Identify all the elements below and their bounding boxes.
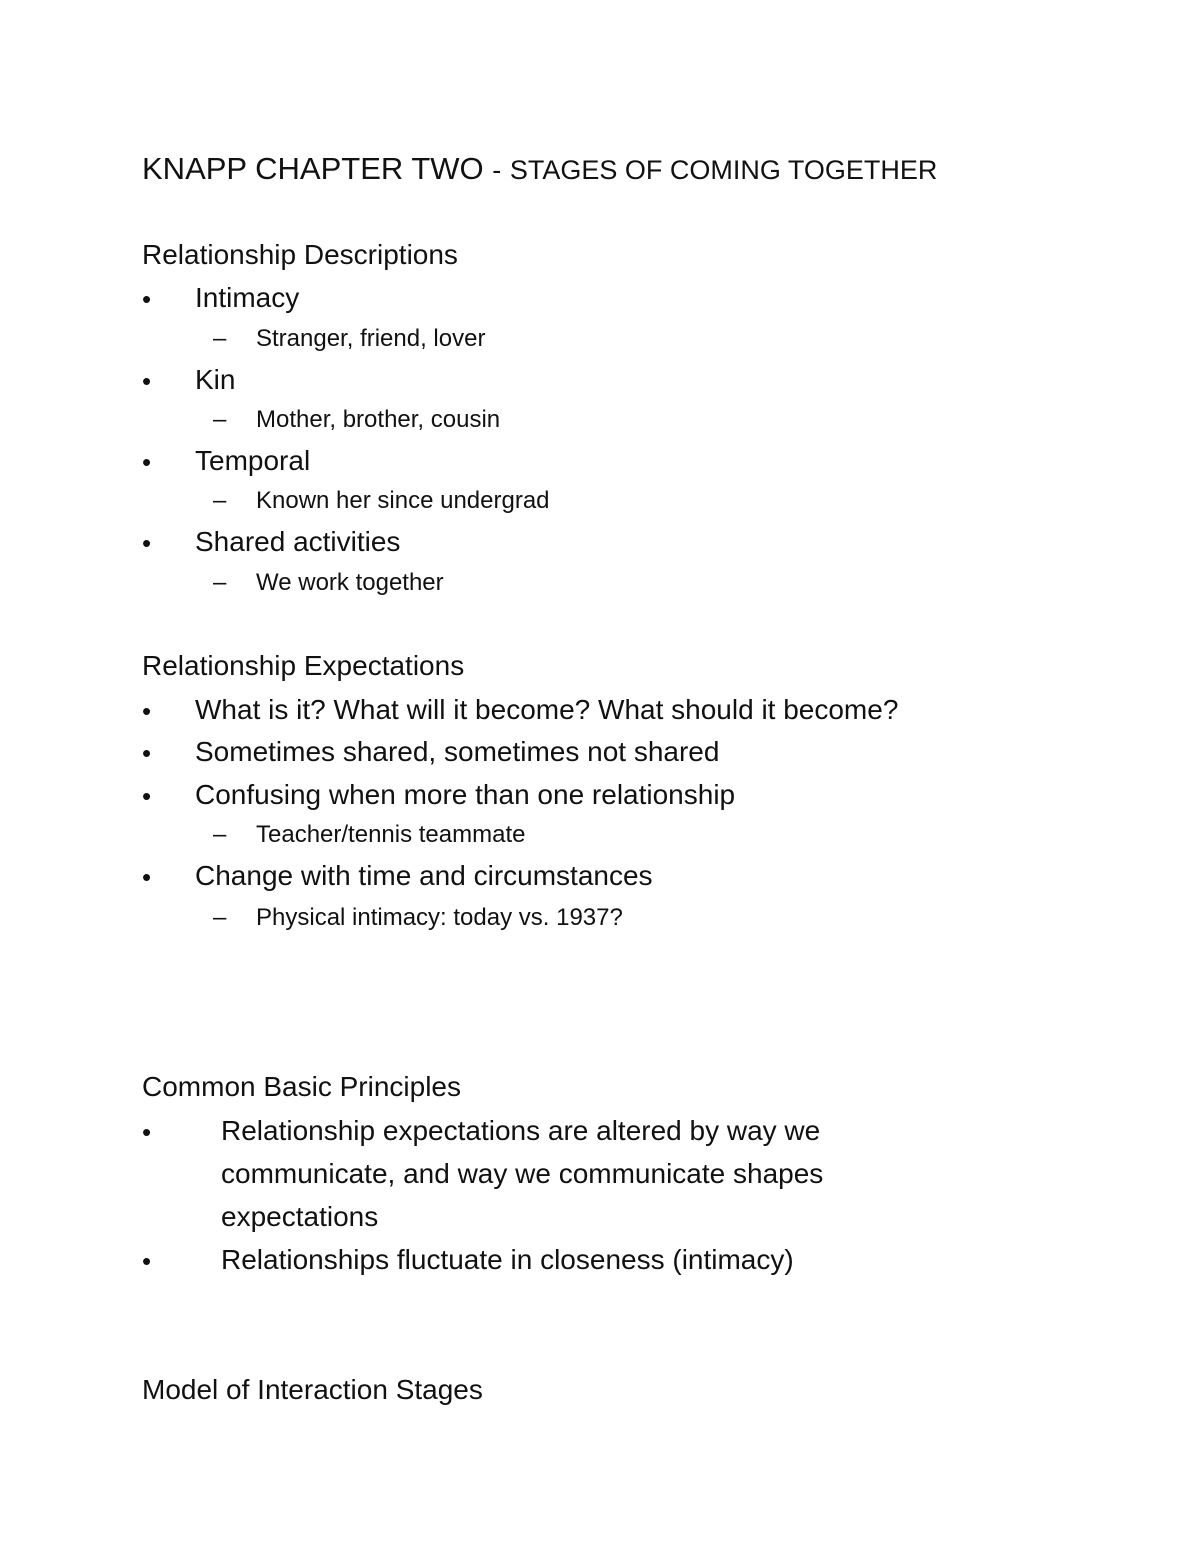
- list-item: Change with time and circumstances: [195, 860, 653, 891]
- bullet-marker: •: [142, 781, 152, 811]
- dash-marker: –: [213, 406, 227, 433]
- section-heading-principles: Common Basic Principles: [142, 1071, 461, 1102]
- bullet-marker: •: [142, 366, 152, 396]
- list-item: Sometimes shared, sometimes not shared: [195, 736, 720, 767]
- dash-marker: –: [213, 325, 227, 352]
- sub-list-item: Physical intimacy: today vs. 1937?: [256, 904, 623, 931]
- sub-list-item: Known her since undergrad: [256, 487, 550, 514]
- list-item: Shared activities: [195, 526, 401, 557]
- section-heading-descriptions: Relationship Descriptions: [142, 239, 458, 270]
- list-item-line: expectations: [221, 1201, 379, 1232]
- list-item: What is it? What will it become? What should it become?: [195, 694, 899, 725]
- list-item: Intimacy: [195, 282, 300, 313]
- list-item-line: communicate, and way we communicate shapes: [221, 1158, 824, 1189]
- sub-list-item: Stranger, friend, lover: [256, 325, 486, 352]
- dash-marker: –: [213, 904, 227, 931]
- list-item-line: Relationships fluctuate in closeness (intimacy): [221, 1244, 794, 1275]
- list-item: Confusing when more than one relationship: [195, 779, 736, 810]
- dash-marker: –: [213, 487, 227, 514]
- bullet-marker: •: [142, 862, 152, 892]
- dash-marker: –: [213, 569, 227, 596]
- page-title: [142, 153, 937, 184]
- bullet-marker: •: [142, 696, 152, 726]
- bullet-marker: •: [142, 1246, 152, 1276]
- bullet-marker: •: [142, 284, 152, 314]
- list-item: Temporal: [195, 445, 311, 476]
- bullet-marker: •: [142, 447, 152, 477]
- title-separator: -: [492, 155, 502, 185]
- bullet-marker: •: [142, 528, 152, 558]
- bullet-marker: •: [142, 1117, 152, 1147]
- title-subtitle: STAGES OF COMING TOGETHER: [509, 155, 938, 185]
- sub-list-item: Mother, brother, cousin: [256, 406, 501, 433]
- section-heading-model: Model of Interaction Stages: [142, 1374, 483, 1405]
- list-item: Kin: [195, 364, 236, 395]
- dash-marker: –: [213, 821, 227, 848]
- list-item-line: Relationship expectations are altered by way we: [221, 1115, 821, 1146]
- sub-list-item: We work together: [256, 569, 444, 596]
- bullet-marker: •: [142, 738, 152, 768]
- title-main: KNAPP CHAPTER TWO: [142, 151, 484, 186]
- sub-list-item: Teacher/tennis teammate: [256, 821, 526, 848]
- section-heading-expectations: Relationship Expectations: [142, 650, 465, 681]
